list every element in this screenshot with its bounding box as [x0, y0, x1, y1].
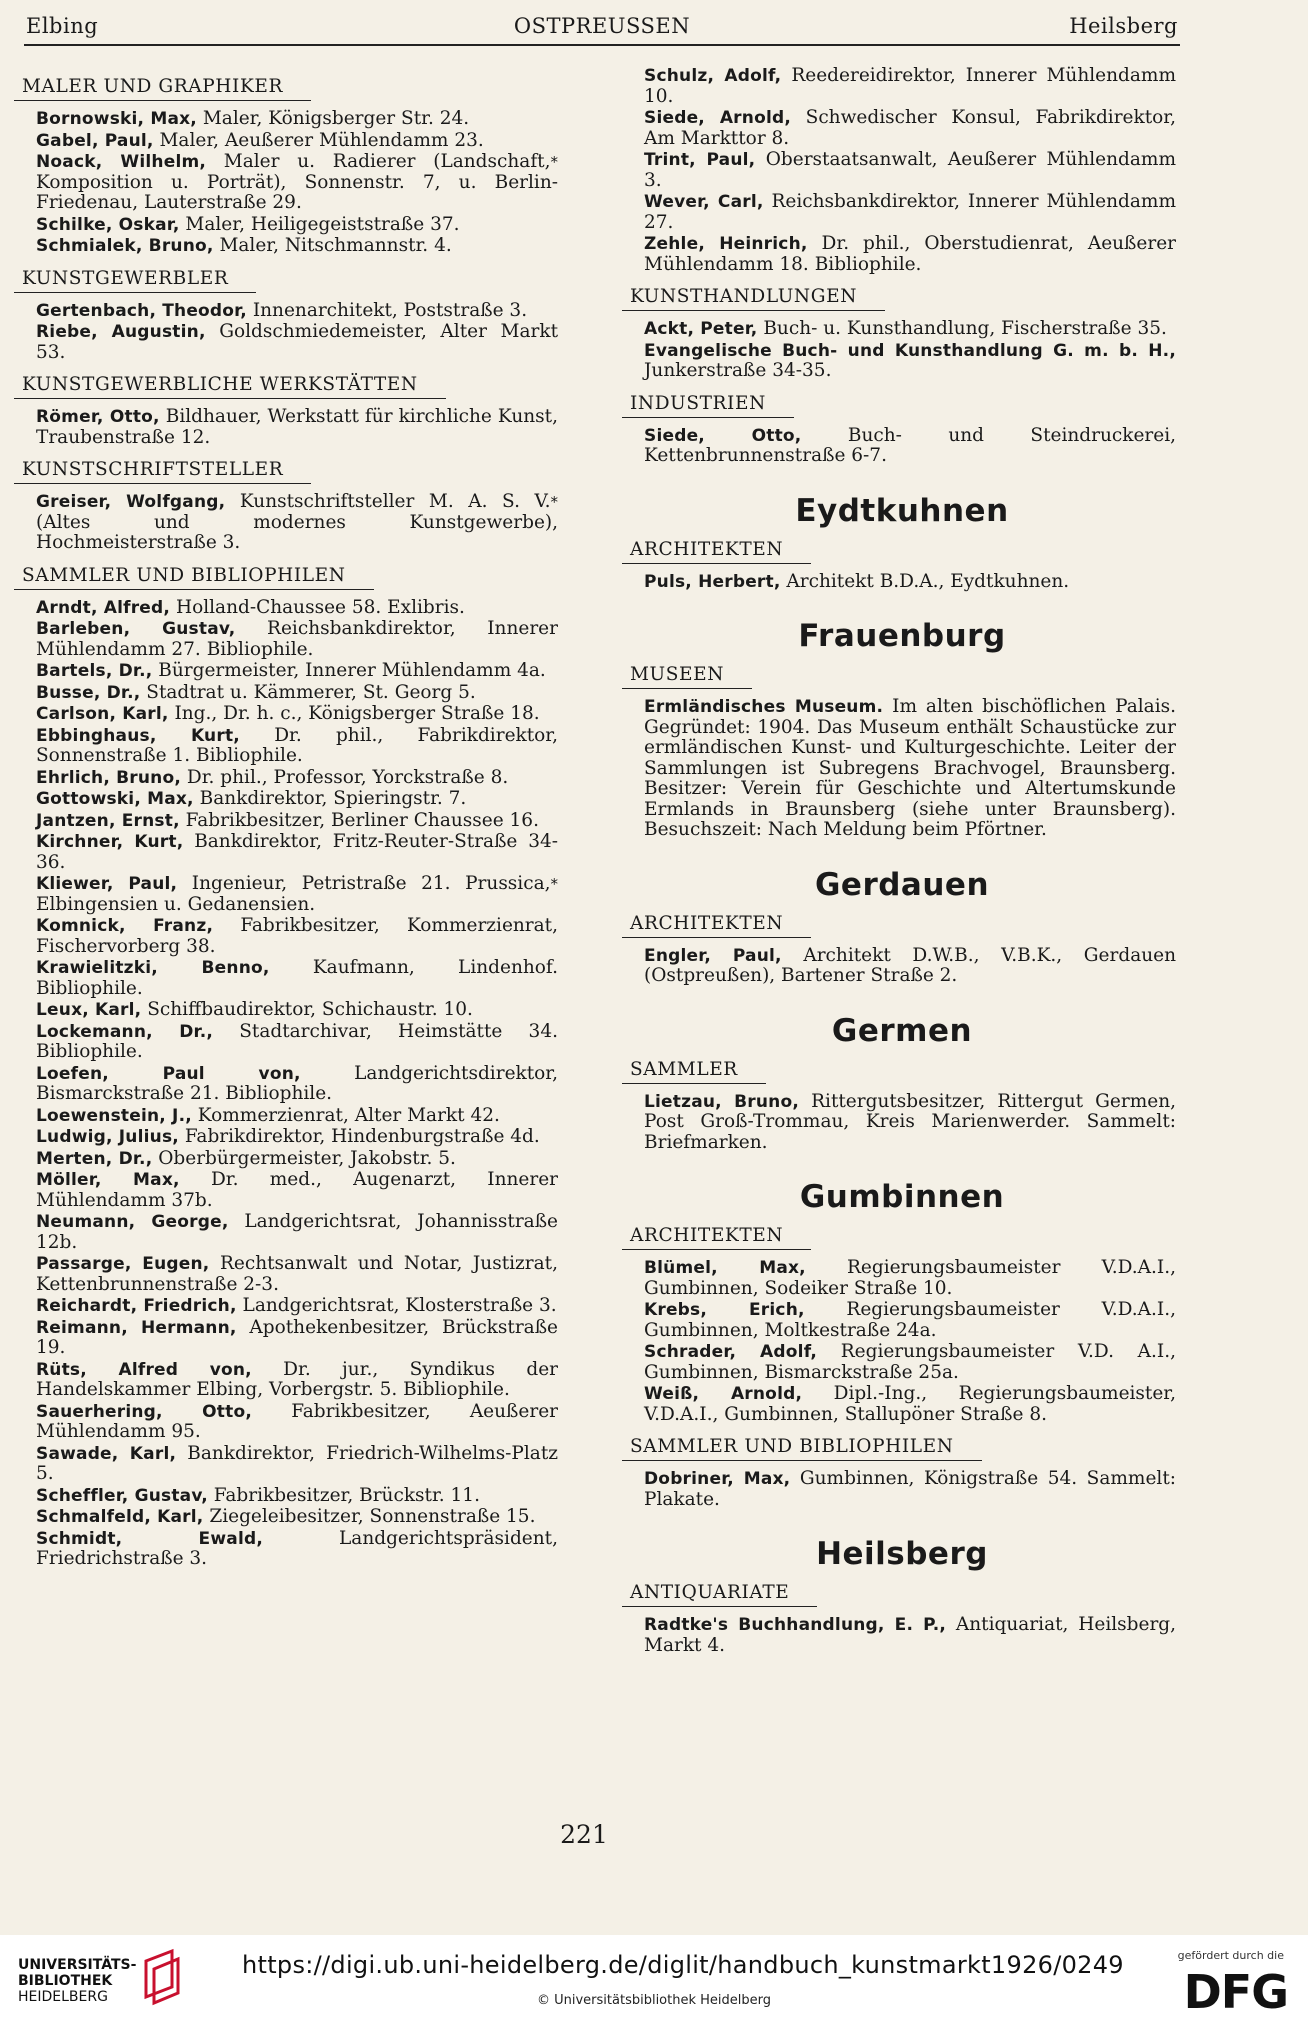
directory-entry	[644, 572, 1176, 593]
entry-text: Maler, Königsberger Str. 24.	[202, 108, 470, 129]
directory-entry	[36, 1022, 558, 1063]
entry-text: Rittergutsbesitzer, Rittergut Germen, Post Groß-Trommau, Kreis Marienwerder. Sammelt: Briefmarken.	[644, 1090, 1176, 1153]
section-heading: MALER UND GRAPHIKER	[14, 76, 311, 101]
directory-entry	[36, 1106, 558, 1127]
dfg-logo[interactable]: DFG	[1183, 1965, 1288, 2019]
entry-text: Maler, Heiligegeiststraße 37.	[185, 213, 460, 235]
entry-name: Jantzen, Ernst,	[36, 810, 180, 831]
entry-name: Puls, Herbert,	[644, 571, 781, 592]
entry-name: Gertenbach, Theodor,	[36, 300, 247, 321]
entry-text: Stadtarchivar, Heimstätte 34. Bibliophile.	[36, 1020, 558, 1062]
entry-name: Römer, Otto,	[36, 407, 160, 427]
entry-name: Scheffler, Gustav,	[36, 1485, 208, 1506]
directory-entry	[36, 1000, 558, 1021]
entry-name: Busse, Dr.,	[36, 682, 141, 703]
directory-entry	[36, 1486, 558, 1507]
entry-name: Ermländisches Museum.	[644, 697, 884, 717]
entry-text: Regierungsbaumeister V.D.A.I., Gumbinnen, Moltkestraße 24a.	[644, 1299, 1176, 1341]
entry-name: Weiß, Arnold,	[644, 1384, 803, 1404]
section-heading: SAMMLER UND BIBLIOPHILEN	[622, 1436, 982, 1461]
entry-name: Noack, Wilhelm,	[36, 152, 207, 172]
entry-text: Holland-Chaussee 58. Exlibris.	[175, 596, 465, 618]
section-heading: SAMMLER UND BIBLIOPHILEN	[14, 565, 374, 590]
section-heading: ARCHITEKTEN	[622, 913, 811, 938]
entry-text: Fabrikdirektor, Hindenburgstraße 4d.	[184, 1126, 540, 1147]
entry-name: Leux, Karl,	[36, 1000, 142, 1020]
entry-text: Bankdirektor, Fritz-Reuter-Straße 34-36.	[36, 831, 558, 873]
entry-text: Dr. phil., Oberstudienrat, Aeußerer Mühlendamm 18. Bibliophile.	[644, 233, 1177, 275]
directory-entry	[36, 215, 558, 236]
entry-text: Schiffbaudirektor, Schichaustr. 10.	[147, 999, 473, 1020]
entry-name: Rüts, Alfred von,	[36, 1359, 252, 1380]
town-heading: Gerdauen	[814, 866, 990, 903]
entry-text: Antiquariat, Heilsberg, Markt 4.	[644, 1614, 1177, 1656]
asterisk-icon: *	[550, 875, 558, 893]
entry-name: Lockemann, Dr.,	[36, 1021, 214, 1042]
entry-name: Schmalfeld, Karl,	[36, 1507, 204, 1527]
directory-entry	[36, 492, 558, 554]
directory-entry	[36, 811, 558, 832]
directory-entry	[36, 1444, 558, 1485]
right-column	[622, 66, 1182, 1657]
entry-text: Junkerstraße 34-35.	[644, 360, 832, 381]
directory-entry	[644, 108, 1176, 149]
town-heading: Eydtkuhnen	[795, 492, 1009, 529]
directory-entry	[36, 1149, 558, 1170]
entry-text: Bürgermeister, Innerer Mühlendamm 4a.	[158, 660, 546, 681]
directory-entry	[36, 1170, 558, 1211]
entry-name: Siede, Arnold,	[644, 108, 791, 128]
entry-name: Ackt, Peter,	[644, 319, 758, 339]
directory-entry	[36, 152, 558, 214]
directory-entry	[36, 683, 558, 704]
section-heading: KUNSTGEWERBLICHE WERKSTÄTTEN	[14, 374, 446, 399]
copyright-notice: © Universitätsbibliothek Heidelberg	[536, 1993, 771, 2008]
library-name-line3: HEIDELBERG	[18, 1989, 108, 2005]
section-heading: KUNSTGEWERBLER	[14, 268, 256, 293]
entry-name: Bartels, Dr.,	[36, 661, 153, 681]
directory-entry	[36, 1507, 558, 1528]
entry-name: Reimann, Hermann,	[36, 1317, 237, 1338]
entry-text: Bankdirektor, Friedrich-Wilhelms-Platz 5.	[36, 1442, 559, 1484]
entry-name: Wever, Carl,	[644, 192, 764, 212]
entry-text: Oberbürgermeister, Jakobstr. 5.	[158, 1147, 456, 1169]
entry-text: Apothekenbesitzer, Brückstraße 19.	[36, 1316, 558, 1358]
directory-entry	[36, 832, 558, 873]
section-heading: ARCHITEKTEN	[622, 1225, 811, 1250]
directory-entry	[644, 319, 1176, 340]
entry-text: Landgerichtsrat, Johannisstraße 12b.	[36, 1211, 558, 1253]
directory-entry	[644, 426, 1176, 467]
page-number: 221	[560, 1820, 608, 1849]
entry-text: Landgerichtspräsident, Friedrichstraße 3.	[36, 1527, 558, 1569]
directory-entry	[36, 874, 558, 915]
entry-name: Schilke, Oskar,	[36, 214, 180, 235]
directory-entry	[36, 916, 558, 957]
entry-text: Kunstschriftsteller M. A. S. V. (Altes und modernes Kunstgewerbe), Hochmeisterstraße 3.	[36, 491, 558, 553]
permalink-url[interactable]: https://digi.ub.uni-heidelberg.de/diglit/handbuch_kunstmarkt1926/0249	[242, 1951, 1124, 1979]
section-heading: SAMMLER	[622, 1059, 766, 1084]
section-heading: ARCHITEKTEN	[622, 539, 811, 564]
directory-entry	[36, 1127, 558, 1148]
directory-entry	[644, 1092, 1176, 1154]
directory-entry	[36, 109, 558, 130]
entry-text: Maler, Aeußerer Mühlendamm 23.	[159, 129, 484, 151]
entry-name: Schrader, Adolf,	[644, 1342, 818, 1362]
entry-name: Merten, Dr.,	[36, 1148, 153, 1169]
directory-entry	[36, 789, 558, 810]
entry-text: Bildhauer, Werkstatt für kirchliche Kunst, Traubenstraße 12.	[36, 406, 558, 448]
town-heading: Frauenburg	[798, 618, 1006, 654]
entry-text: Landgerichtsdirektor, Bismarckstraße 21. Bibliophile.	[36, 1062, 558, 1104]
entry-text: Kaufmann, Lindenhof. Bibliophile.	[36, 957, 559, 999]
entry-text: Dr. phil., Fabrikdirektor, Sonnenstraße 1. Bibliophile.	[36, 724, 558, 766]
directory-entry	[644, 1384, 1176, 1425]
directory-entry	[644, 1615, 1176, 1656]
entry-text: Stadtrat u. Kämmerer, St. Georg 5.	[146, 681, 476, 703]
entry-text: Gumbinnen, Königstraße 54. Sammelt: Plakate.	[644, 1468, 1176, 1510]
footer-bar	[0, 1935, 1308, 2028]
entry-text: Maler u. Radierer (Landschaft, Komposition u. Porträt), Sonnenstr. 7, u. Berlin-Friedenau, Lauterstraße 29.	[36, 151, 558, 213]
entry-name: Schmialek, Bruno,	[36, 236, 214, 256]
entry-text: Architekt B.D.A., Eydtkuhnen.	[786, 570, 1070, 592]
entry-name: Komnick, Franz,	[36, 916, 214, 936]
entry-name: Schmidt, Ewald,	[36, 1528, 263, 1549]
entry-name: Bornowski, Max,	[36, 109, 197, 129]
directory-entry	[36, 1318, 558, 1359]
entry-text: Ing., Dr. h. c., Königsberger Straße 18.	[174, 703, 540, 724]
entry-name: Evangelische Buch- und Kunsthandlung G. m. b. H.,	[644, 340, 1176, 361]
header-center: OSTPREUSSEN	[513, 14, 691, 38]
entry-name: Schulz, Adolf,	[644, 66, 782, 86]
directory-entry	[36, 301, 558, 322]
directory-entry	[36, 1296, 558, 1317]
entry-text: Schwedischer Konsul, Fabrikdirektor, Am Markttor 8.	[644, 107, 1176, 149]
entry-text: Reichsbankdirektor, Innerer Mühlendamm 27.	[644, 191, 1176, 233]
entry-name: Zehle, Heinrich,	[644, 234, 808, 254]
entry-text: Innenarchitekt, Poststraße 3.	[252, 299, 528, 321]
directory-entry	[36, 1360, 558, 1401]
directory-entry	[644, 234, 1176, 275]
entry-name: Krebs, Erich,	[644, 1300, 805, 1320]
entry-name: Lietzau, Bruno,	[644, 1091, 800, 1112]
entry-text: Ziegeleibesitzer, Sonnenstraße 15.	[209, 1506, 536, 1527]
entry-text: Dr. jur., Syndikus der Handelskammer Elbing, Vorbergstr. 5. Bibliophile.	[36, 1358, 558, 1400]
entry-name: Sauerhering, Otto,	[36, 1401, 252, 1422]
directory-entry	[36, 1212, 558, 1253]
entry-text: Im alten bischöflichen Palais. Gegründet: 1904. Das Museum enthält Schaustücke zur ermländischen Kunst- und Kulturgeschichte. Leiter der Sammlungen ist Subregens Brachvogel, Braunsberg. Besitzer: Verein für Geschichte und Altertumskunde Ermlands in Braunsberg (siehe unter Braunsberg). Besuchszeit: Nach Meldung beim Pförtner.	[644, 696, 1177, 840]
directory-entry	[36, 958, 558, 999]
entry-name: Neumann, George,	[36, 1212, 229, 1232]
entry-name: Arndt, Alfred,	[36, 597, 171, 618]
entry-text: Kommerzienrat, Alter Markt 42.	[197, 1104, 500, 1126]
entry-text: Bankdirektor, Spieringstr. 7.	[199, 788, 467, 809]
directory-entry	[36, 1254, 558, 1295]
entry-name: Ebbinghaus, Kurt,	[36, 725, 240, 746]
entry-text: Fabrikbesitzer, Kommerzienrat, Fischervorberg 38.	[36, 915, 558, 957]
directory-entry	[36, 1064, 558, 1105]
entry-text: Architekt D.W.B., V.B.K., Gerdauen (Ostpreußen), Bartener Straße 2.	[644, 944, 1176, 986]
section-heading: KUNSTHANDLUNGEN	[622, 286, 885, 311]
entry-name: Reichardt, Friedrich,	[36, 1296, 237, 1316]
entry-text: Rechtsanwalt und Notar, Justizrat, Kettenbrunnenstraße 2-3.	[36, 1253, 558, 1295]
entry-name: Barleben, Gustav,	[36, 619, 236, 639]
entry-text: Maler, Nitschmannstr. 4.	[219, 235, 452, 256]
directory-entry	[36, 726, 558, 767]
entry-name: Kliewer, Paul,	[36, 874, 178, 894]
directory-entry	[36, 598, 558, 619]
entry-name: Radtke's Buchhandlung, E. P.,	[644, 1615, 947, 1635]
entry-text: Regierungsbaumeister V.D. A.I., Gumbinnen, Bismarckstraße 25a.	[644, 1341, 1176, 1383]
entry-name: Passarge, Eugen,	[36, 1254, 210, 1274]
directory-entry	[36, 131, 558, 152]
library-name-line2: BIBLIOTHEK	[18, 1973, 113, 1989]
entry-name: Gabel, Paul,	[36, 130, 154, 151]
entry-name: Gottowski, Max,	[36, 789, 194, 809]
directory-entry	[644, 192, 1176, 233]
asterisk-icon: *	[550, 153, 558, 171]
entry-name: Siede, Otto,	[644, 425, 802, 446]
directory-entry	[644, 1300, 1176, 1341]
directory-entry	[36, 322, 558, 363]
entry-name: Riebe, Augustin,	[36, 322, 206, 342]
left-column	[14, 66, 564, 1571]
entry-name: Loefen, Paul von,	[36, 1063, 301, 1084]
directory-entry	[36, 768, 558, 789]
directory-entry	[36, 619, 558, 660]
entry-name: Ehrlich, Bruno,	[36, 767, 181, 788]
section-heading: INDUSTRIEN	[622, 393, 794, 418]
entry-text: Landgerichtsrat, Klosterstraße 3.	[242, 1295, 557, 1316]
asterisk-icon: *	[550, 493, 558, 511]
entry-name: Möller, Max,	[36, 1170, 180, 1190]
directory-entry	[644, 150, 1176, 191]
header-right: Heilsberg	[1069, 14, 1178, 38]
funder-note: gefördert durch die	[1177, 1949, 1284, 1962]
running-header	[24, 14, 1180, 46]
town-heading: Heilsberg	[816, 1536, 988, 1572]
directory-entry	[36, 704, 558, 725]
section-heading: KUNSTSCHRIFTSTELLER	[14, 459, 311, 484]
directory-entry	[36, 1402, 558, 1443]
directory-entry	[644, 1469, 1176, 1510]
directory-entry	[644, 341, 1176, 382]
directory-entry	[644, 946, 1176, 987]
entry-text: Buch- und Steindruckerei, Kettenbrunnenstraße 6-7.	[644, 424, 1176, 466]
entry-name: Blümel, Max,	[644, 1258, 806, 1278]
entry-name: Trint, Paul,	[644, 150, 756, 170]
directory-entry	[36, 236, 558, 257]
entry-name: Dobriner, Max,	[644, 1469, 791, 1489]
entry-text: Goldschmiedemeister, Alter Markt 53.	[36, 321, 558, 363]
section-heading: MUSEEN	[622, 664, 752, 689]
entry-text: Fabrikbesitzer, Aeußerer Mühlendamm 95.	[36, 1400, 558, 1442]
entry-text: Dr. phil., Professor, Yorckstraße 8.	[186, 766, 509, 788]
entry-text: Buch- u. Kunsthandlung, Fischerstraße 35.	[763, 318, 1167, 339]
entry-text: Ingenieur, Petristraße 21. Prussica, Elbingensien u. Gedanensien.	[36, 873, 551, 915]
directory-entry	[36, 661, 558, 682]
entry-text: Dr. med., Augenarzt, Innerer Mühlendamm 37b.	[36, 1169, 558, 1211]
directory-entry	[644, 1342, 1176, 1383]
entry-text: Reichsbankdirektor, Innerer Mühlendamm 27. Bibliophile.	[36, 618, 558, 660]
directory-entry	[644, 1258, 1176, 1299]
entry-text: Fabrikbesitzer, Brückstr. 11.	[213, 1484, 480, 1506]
entry-name: Loewenstein, J.,	[36, 1105, 192, 1126]
directory-entry	[644, 697, 1176, 841]
entry-name: Krawielitzki, Benno,	[36, 958, 270, 978]
entry-name: Greiser, Wolfgang,	[36, 492, 226, 512]
entry-text: Reedereidirektor, Innerer Mühlendamm 10.	[644, 65, 1176, 107]
header-left: Elbing	[26, 14, 99, 38]
entry-text: Oberstaatsanwalt, Aeußerer Mühlendamm 3.	[644, 149, 1176, 191]
entry-text: Regierungsbaumeister V.D.A.I., Gumbinnen, Sodeiker Straße 10.	[644, 1257, 1176, 1299]
entry-name: Carlson, Karl,	[36, 704, 169, 724]
town-heading: Gumbinnen	[799, 1179, 1005, 1215]
town-heading: Germen	[831, 1012, 973, 1049]
directory-entry	[36, 1529, 558, 1570]
entry-text: Fabrikbesitzer, Berliner Chaussee 16.	[185, 809, 539, 831]
directory-entry	[36, 407, 558, 448]
entry-text: Dipl.-Ing., Regierungsbaumeister, V.D.A.I., Gumbinnen, Stallupöner Straße 8.	[644, 1383, 1176, 1425]
entry-name: Engler, Paul,	[644, 945, 782, 966]
directory-entry	[644, 66, 1176, 107]
section-heading: ANTIQUARIATE	[622, 1582, 817, 1607]
entry-name: Kirchner, Kurt,	[36, 832, 184, 852]
entry-name: Ludwig, Julius,	[36, 1127, 179, 1147]
entry-name: Sawade, Karl,	[36, 1443, 177, 1464]
library-name-line1: UNIVERSITÄTS-	[18, 1957, 137, 1973]
